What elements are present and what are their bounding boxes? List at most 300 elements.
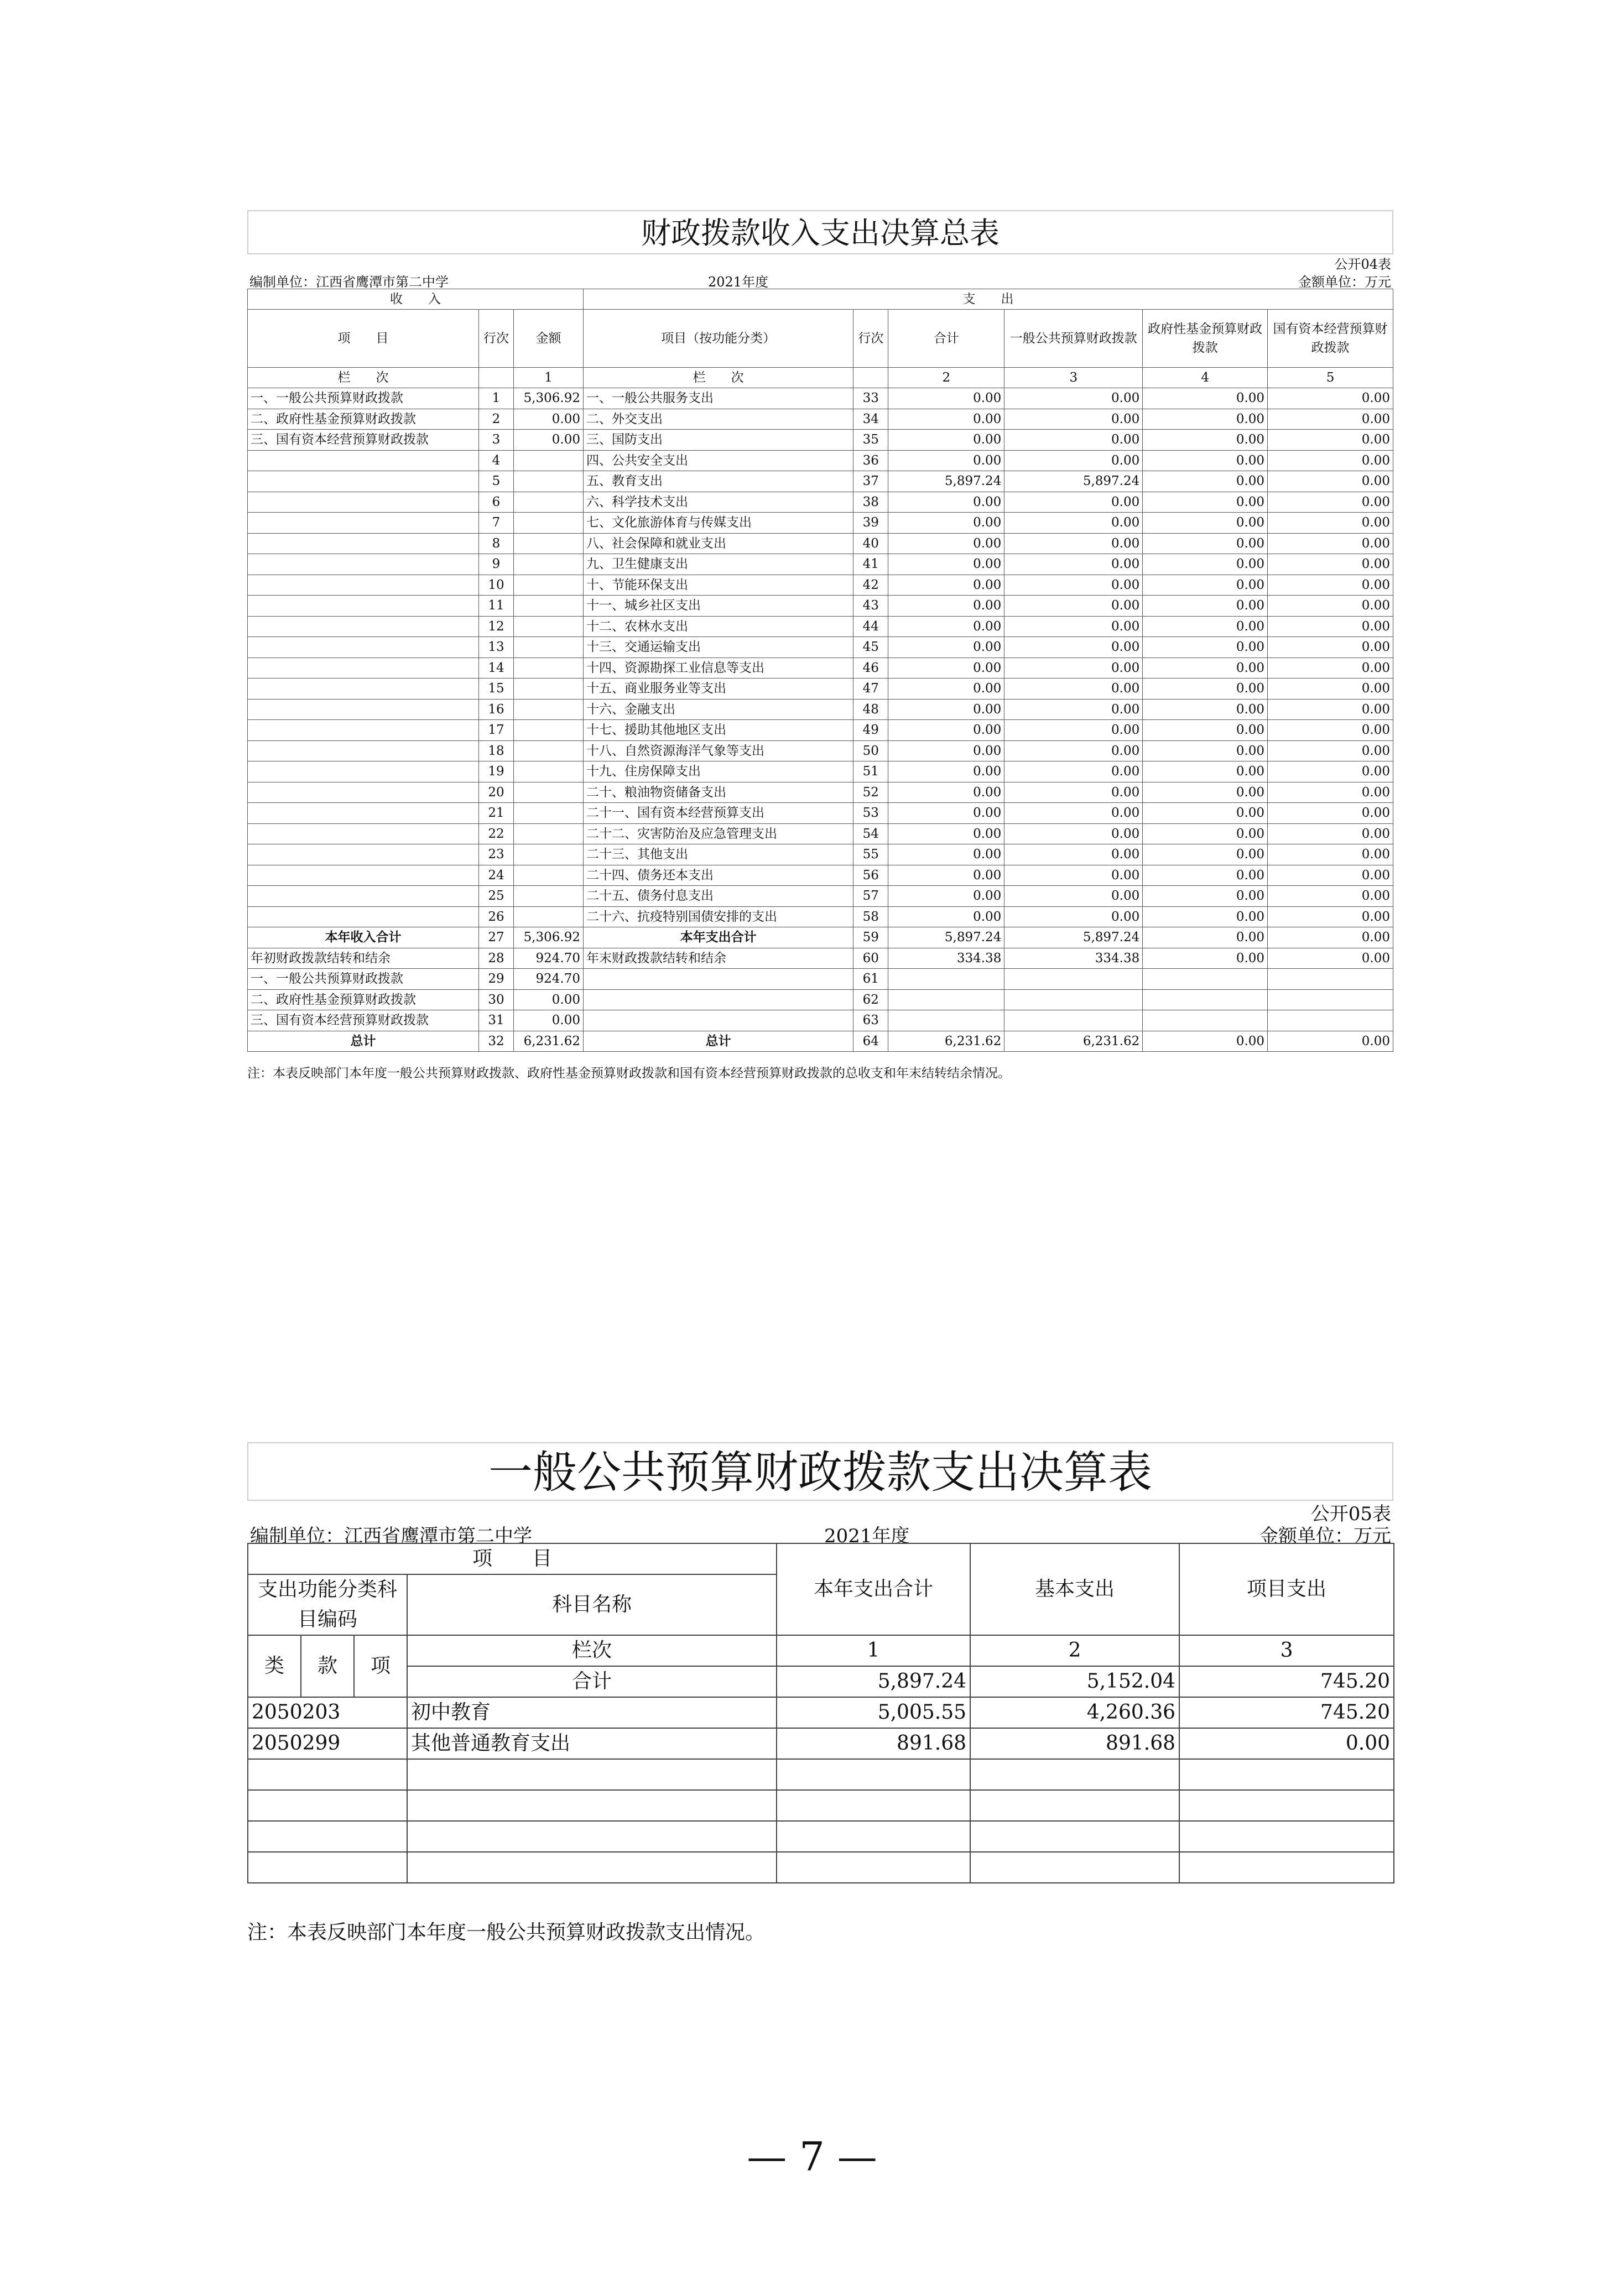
income-item xyxy=(248,513,479,534)
expense-general: 0.00 xyxy=(1004,513,1143,534)
expense-gov-fund: 0.00 xyxy=(1143,679,1268,700)
col-blank xyxy=(478,368,513,388)
income-amount xyxy=(513,554,583,575)
subject-code xyxy=(248,1852,407,1883)
table-row xyxy=(248,1697,1394,1728)
expense-state-capital: 0.00 xyxy=(1268,388,1393,409)
expense-total: 0.00 xyxy=(888,554,1004,575)
expense-total: 0.00 xyxy=(888,803,1004,824)
expense-item: 十二、农林水支出 xyxy=(583,616,853,637)
income-item xyxy=(248,679,479,700)
expense-general: 0.00 xyxy=(1004,533,1143,554)
table-row xyxy=(248,637,1393,658)
income-item xyxy=(248,906,479,927)
table-row xyxy=(248,740,1393,761)
income-line: 9 xyxy=(478,554,513,575)
income-line: 19 xyxy=(478,761,513,782)
basic-header: 基本支出 xyxy=(970,1543,1179,1635)
table-row xyxy=(248,679,1393,700)
expense-general: 0.00 xyxy=(1004,823,1143,844)
income-line: 32 xyxy=(478,1031,513,1052)
expense-gov-fund: 0.00 xyxy=(1143,1031,1268,1052)
income-item xyxy=(248,658,479,679)
table-row xyxy=(248,844,1393,865)
item-header: 项 目 xyxy=(248,1543,777,1574)
line-no-header: 行次 xyxy=(478,310,513,368)
lei-header: 类 xyxy=(248,1635,301,1697)
income-item xyxy=(248,575,479,596)
table-row xyxy=(248,803,1393,824)
table2-total-row xyxy=(248,1666,1394,1697)
income-line: 28 xyxy=(478,948,513,969)
income-item xyxy=(248,720,479,741)
expense-state-capital: 0.00 xyxy=(1268,865,1393,886)
table2-body xyxy=(248,1697,1394,1883)
table-row xyxy=(248,1031,1393,1052)
expense-gov-fund: 0.00 xyxy=(1143,616,1268,637)
income-amount xyxy=(513,616,583,637)
expense-state-capital: 0.00 xyxy=(1268,844,1393,865)
table-row xyxy=(248,513,1393,534)
expense-line: 59 xyxy=(853,927,888,948)
income-amount xyxy=(513,679,583,700)
expense-line: 45 xyxy=(853,637,888,658)
expense-general xyxy=(1004,969,1143,990)
expense-total: 0.00 xyxy=(888,388,1004,409)
income-amount xyxy=(513,450,583,471)
income-amount xyxy=(513,803,583,824)
expense-line: 43 xyxy=(853,596,888,617)
income-line: 7 xyxy=(478,513,513,534)
expense-general: 0.00 xyxy=(1004,699,1143,720)
income-item xyxy=(248,761,479,782)
expense-line: 48 xyxy=(853,699,888,720)
income-line: 3 xyxy=(478,430,513,451)
col-2: 2 xyxy=(970,1635,1179,1666)
expense-total: 0.00 xyxy=(888,658,1004,679)
amount-header: 金额 xyxy=(513,310,583,368)
expense-line: 55 xyxy=(853,844,888,865)
table-row xyxy=(248,1852,1394,1883)
expense-total xyxy=(888,1010,1004,1031)
income-item xyxy=(248,533,479,554)
expense-state-capital: 0.00 xyxy=(1268,927,1393,948)
expense-gov-fund: 0.00 xyxy=(1143,886,1268,907)
expense-general: 0.00 xyxy=(1004,596,1143,617)
item-header: 项 目 xyxy=(248,310,479,368)
table-row xyxy=(248,1790,1394,1821)
expense-gov-fund: 0.00 xyxy=(1143,637,1268,658)
expense-state-capital: 0.00 xyxy=(1268,679,1393,700)
expense-total: 0.00 xyxy=(888,492,1004,513)
income-line: 22 xyxy=(478,823,513,844)
expense-total: 5,897.24 xyxy=(888,927,1004,948)
subject-name xyxy=(407,1790,777,1821)
expense-general xyxy=(1004,1010,1143,1031)
expense-gov-fund: 0.00 xyxy=(1143,927,1268,948)
expense-item: 七、文化旅游体育与传媒支出 xyxy=(583,513,853,534)
expense-gov-fund: 0.00 xyxy=(1143,430,1268,451)
expense-state-capital: 0.00 xyxy=(1268,886,1393,907)
income-amount: 0.00 xyxy=(513,989,583,1010)
basic-expense xyxy=(970,1759,1179,1790)
expense-total: 0.00 xyxy=(888,823,1004,844)
expense-general: 0.00 xyxy=(1004,658,1143,679)
table-row xyxy=(248,658,1393,679)
expense-item: 三、国防支出 xyxy=(583,430,853,451)
table-row xyxy=(248,886,1393,907)
expense-item: 二十三、其他支出 xyxy=(583,844,853,865)
income-amount xyxy=(513,533,583,554)
basic-expense xyxy=(970,1852,1179,1883)
state-capital-header: 国有资本经营预算财政拨款 xyxy=(1268,310,1393,368)
col-3: 3 xyxy=(1004,368,1143,388)
income-amount xyxy=(513,823,583,844)
expense-line: 47 xyxy=(853,679,888,700)
expense-state-capital: 0.00 xyxy=(1268,450,1393,471)
expense-total: 0.00 xyxy=(888,886,1004,907)
expense-item: 四、公共安全支出 xyxy=(583,450,853,471)
income-item xyxy=(248,492,479,513)
income-line: 29 xyxy=(478,969,513,990)
income-line: 6 xyxy=(478,492,513,513)
expense-state-capital: 0.00 xyxy=(1268,906,1393,927)
annual-total xyxy=(777,1821,970,1852)
table2-title: 一般公共预算财政拨款支出决算表 xyxy=(247,1442,1393,1501)
expense-general: 0.00 xyxy=(1004,679,1143,700)
expense-line: 54 xyxy=(853,823,888,844)
expense-gov-fund xyxy=(1143,989,1268,1010)
expense-state-capital: 0.00 xyxy=(1268,409,1393,430)
expense-line: 37 xyxy=(853,471,888,492)
table-row xyxy=(248,575,1393,596)
expense-general: 0.00 xyxy=(1004,803,1143,824)
expense-state-capital: 0.00 xyxy=(1268,823,1393,844)
table1 xyxy=(247,289,1393,1052)
income-line: 11 xyxy=(478,596,513,617)
expense-gov-fund: 0.00 xyxy=(1143,865,1268,886)
income-amount xyxy=(513,740,583,761)
expense-item: 二、外交支出 xyxy=(583,409,853,430)
table-row xyxy=(248,699,1393,720)
income-amount: 5,306.92 xyxy=(513,388,583,409)
project-expense xyxy=(1179,1852,1394,1883)
expense-total: 5,897.24 xyxy=(888,471,1004,492)
income-line: 23 xyxy=(478,844,513,865)
annual-total xyxy=(777,1852,970,1883)
expense-line: 64 xyxy=(853,1031,888,1052)
expense-total: 0.00 xyxy=(888,720,1004,741)
col-1: 1 xyxy=(777,1635,970,1666)
income-item xyxy=(248,844,479,865)
project-expense xyxy=(1179,1821,1394,1852)
expense-general: 334.38 xyxy=(1004,948,1143,969)
expense-state-capital: 0.00 xyxy=(1268,803,1393,824)
expense-state-capital: 0.00 xyxy=(1268,658,1393,679)
income-item: 三、国有资本经营预算财政拨款 xyxy=(248,430,479,451)
expense-total: 0.00 xyxy=(888,679,1004,700)
expense-line: 58 xyxy=(853,906,888,927)
basic-expense: 891.68 xyxy=(970,1728,1179,1759)
expense-general: 0.00 xyxy=(1004,637,1143,658)
expense-gov-fund: 0.00 xyxy=(1143,948,1268,969)
expense-gov-fund: 0.00 xyxy=(1143,450,1268,471)
expense-item: 十四、资源勘探工业信息等支出 xyxy=(583,658,853,679)
expense-gov-fund: 0.00 xyxy=(1143,533,1268,554)
expense-state-capital: 0.00 xyxy=(1268,554,1393,575)
income-line: 31 xyxy=(478,1010,513,1031)
expense-line: 61 xyxy=(853,969,888,990)
income-amount xyxy=(513,513,583,534)
expense-state-capital: 0.00 xyxy=(1268,761,1393,782)
expense-general: 0.00 xyxy=(1004,761,1143,782)
expense-general: 0.00 xyxy=(1004,720,1143,741)
table2-note: 注：本表反映部门本年度一般公共预算财政拨款支出情况。 xyxy=(247,1921,766,1944)
subject-code: 2050203 xyxy=(248,1697,407,1728)
table2-unit-label: 编制单位：江西省鹰潭市第二中学 xyxy=(250,1525,532,1547)
income-line: 18 xyxy=(478,740,513,761)
income-line: 24 xyxy=(478,865,513,886)
expense-item: 十六、金融支出 xyxy=(583,699,853,720)
expense-line: 53 xyxy=(853,803,888,824)
income-line: 10 xyxy=(478,575,513,596)
income-amount xyxy=(513,865,583,886)
table-row xyxy=(248,989,1393,1010)
income-line: 4 xyxy=(478,450,513,471)
expense-total: 0.00 xyxy=(888,761,1004,782)
income-item xyxy=(248,823,479,844)
income-line: 27 xyxy=(478,927,513,948)
expense-gov-fund: 0.00 xyxy=(1143,699,1268,720)
expense-item: 一、一般公共服务支出 xyxy=(583,388,853,409)
income-amount xyxy=(513,596,583,617)
total-header: 合计 xyxy=(888,310,1004,368)
table-row xyxy=(248,409,1393,430)
expense-gov-fund: 0.00 xyxy=(1143,844,1268,865)
expense-state-capital: 0.00 xyxy=(1268,699,1393,720)
income-line: 8 xyxy=(478,533,513,554)
basic-expense: 4,260.36 xyxy=(970,1697,1179,1728)
expense-line: 46 xyxy=(853,658,888,679)
expense-item xyxy=(583,989,853,1010)
income-line: 14 xyxy=(478,658,513,679)
expense-total: 0.00 xyxy=(888,533,1004,554)
expense-line: 44 xyxy=(853,616,888,637)
expense-gov-fund xyxy=(1143,969,1268,990)
table-row xyxy=(248,720,1393,741)
subject-code: 2050299 xyxy=(248,1728,407,1759)
table-row xyxy=(248,596,1393,617)
expense-gov-fund: 0.00 xyxy=(1143,658,1268,679)
table-row xyxy=(248,927,1393,948)
income-item xyxy=(248,740,479,761)
expense-gov-fund xyxy=(1143,1010,1268,1031)
expense-total: 0.00 xyxy=(888,616,1004,637)
expense-state-capital: 0.00 xyxy=(1268,596,1393,617)
table1-unit-label: 编制单位：江西省鹰潭市第二中学 xyxy=(249,274,449,290)
expense-gov-fund: 0.00 xyxy=(1143,575,1268,596)
expense-total: 0.00 xyxy=(888,450,1004,471)
income-amount xyxy=(513,658,583,679)
expense-gov-fund: 0.00 xyxy=(1143,740,1268,761)
table1-header-row xyxy=(248,310,1393,368)
expense-total: 0.00 xyxy=(888,513,1004,534)
expense-state-capital: 0.00 xyxy=(1268,533,1393,554)
expense-general: 0.00 xyxy=(1004,906,1143,927)
subject-name xyxy=(407,1821,777,1852)
expense-total: 0.00 xyxy=(888,906,1004,927)
expense-total: 0.00 xyxy=(888,782,1004,803)
annual-total xyxy=(777,1759,970,1790)
expense-general: 0.00 xyxy=(1004,844,1143,865)
expense-line: 49 xyxy=(853,720,888,741)
project-expense: 0.00 xyxy=(1179,1728,1394,1759)
expense-item: 十九、住房保障支出 xyxy=(583,761,853,782)
annual-total: 891.68 xyxy=(777,1728,970,1759)
income-amount: 0.00 xyxy=(513,1010,583,1031)
income-item xyxy=(248,554,479,575)
expense-general: 0.00 xyxy=(1004,409,1143,430)
table-row xyxy=(248,471,1393,492)
income-line: 15 xyxy=(478,679,513,700)
annual-total-header: 本年支出合计 xyxy=(777,1543,970,1635)
general-header: 一般公共预算财政拨款 xyxy=(1004,310,1143,368)
income-amount xyxy=(513,575,583,596)
expense-state-capital: 0.00 xyxy=(1268,720,1393,741)
expense-general: 5,897.24 xyxy=(1004,927,1143,948)
income-amount xyxy=(513,761,583,782)
gov-fund-header: 政府性基金预算财政拨款 xyxy=(1143,310,1268,368)
table1-header-row xyxy=(248,289,1393,310)
col-label: 栏次 xyxy=(407,1635,777,1666)
income-amount: 0.00 xyxy=(513,430,583,451)
income-line: 12 xyxy=(478,616,513,637)
expense-total: 0.00 xyxy=(888,596,1004,617)
income-line: 5 xyxy=(478,471,513,492)
income-item xyxy=(248,699,479,720)
expense-line: 42 xyxy=(853,575,888,596)
income-line: 13 xyxy=(478,637,513,658)
income-amount xyxy=(513,844,583,865)
table-row xyxy=(248,1728,1394,1759)
expense-state-capital: 0.00 xyxy=(1268,637,1393,658)
income-item: 一、一般公共预算财政拨款 xyxy=(248,388,479,409)
expense-gov-fund: 0.00 xyxy=(1143,782,1268,803)
income-item: 三、国有资本经营预算财政拨款 xyxy=(248,1010,479,1031)
subject-name xyxy=(407,1759,777,1790)
income-item xyxy=(248,637,479,658)
expense-general: 0.00 xyxy=(1004,388,1143,409)
expense-item: 总计 xyxy=(583,1031,853,1052)
income-amount xyxy=(513,720,583,741)
income-amount xyxy=(513,782,583,803)
project-header: 项目支出 xyxy=(1179,1543,1394,1635)
expense-general: 0.00 xyxy=(1004,782,1143,803)
table1-code: 公开04表 xyxy=(1334,257,1391,272)
expense-item: 二十二、灾害防治及应急管理支出 xyxy=(583,823,853,844)
table-row xyxy=(248,969,1393,990)
expense-general xyxy=(1004,989,1143,1010)
total-project: 745.20 xyxy=(1179,1666,1394,1697)
income-line: 25 xyxy=(478,886,513,907)
table2-col-row xyxy=(248,1635,1394,1666)
income-amount xyxy=(513,886,583,907)
total-basic: 5,152.04 xyxy=(970,1666,1179,1697)
income-amount: 5,306.92 xyxy=(513,927,583,948)
expense-line: 51 xyxy=(853,761,888,782)
table-row xyxy=(248,948,1393,969)
basic-expense xyxy=(970,1790,1179,1821)
subject-name: 其他普通教育支出 xyxy=(407,1728,777,1759)
expense-line: 63 xyxy=(853,1010,888,1031)
table1-note: 注：本表反映部门本年度一般公共预算财政拨款、政府性基金预算财政拨款和国有资本经营预算财政拨款的总收支和年末结转结余情况。 xyxy=(247,1066,1011,1081)
income-item xyxy=(248,886,479,907)
table-row xyxy=(248,1010,1393,1031)
page-number: — 7 — xyxy=(747,2133,877,2180)
expense-item: 二十六、抗疫特别国债安排的支出 xyxy=(583,906,853,927)
expense-gov-fund: 0.00 xyxy=(1143,803,1268,824)
expense-total xyxy=(888,989,1004,1010)
project-expense xyxy=(1179,1759,1394,1790)
expense-line: 33 xyxy=(853,388,888,409)
income-item: 一、一般公共预算财政拨款 xyxy=(248,969,479,990)
expense-line: 41 xyxy=(853,554,888,575)
expense-line: 34 xyxy=(853,409,888,430)
expense-state-capital: 0.00 xyxy=(1268,513,1393,534)
expense-item: 年末财政拨款结转和结余 xyxy=(583,948,853,969)
expense-general: 0.00 xyxy=(1004,616,1143,637)
expense-state-capital: 0.00 xyxy=(1268,1031,1393,1052)
expense-general: 0.00 xyxy=(1004,886,1143,907)
col-label: 栏 次 xyxy=(248,368,479,388)
expense-total: 0.00 xyxy=(888,740,1004,761)
expense-general: 0.00 xyxy=(1004,865,1143,886)
subject-name xyxy=(407,1852,777,1883)
annual-total xyxy=(777,1790,970,1821)
income-amount xyxy=(513,699,583,720)
expense-total: 0.00 xyxy=(888,844,1004,865)
table-row xyxy=(248,388,1393,409)
expense-item: 五、教育支出 xyxy=(583,471,853,492)
table1-col-row xyxy=(248,368,1393,388)
expense-total: 0.00 xyxy=(888,430,1004,451)
income-line: 16 xyxy=(478,699,513,720)
expense-general: 0.00 xyxy=(1004,430,1143,451)
income-item: 二、政府性基金预算财政拨款 xyxy=(248,409,479,430)
subject-code xyxy=(248,1821,407,1852)
expense-line: 38 xyxy=(853,492,888,513)
income-item xyxy=(248,865,479,886)
expense-state-capital: 0.00 xyxy=(1268,948,1393,969)
total-annual: 5,897.24 xyxy=(777,1666,970,1697)
income-line: 21 xyxy=(478,803,513,824)
expense-state-capital xyxy=(1268,989,1393,1010)
table1-year: 2021年度 xyxy=(708,274,769,290)
income-line: 1 xyxy=(478,388,513,409)
expense-item: 九、卫生健康支出 xyxy=(583,554,853,575)
table-row xyxy=(248,492,1393,513)
expense-gov-fund: 0.00 xyxy=(1143,409,1268,430)
expense-item: 六、科学技术支出 xyxy=(583,492,853,513)
expense-item: 十七、援助其他地区支出 xyxy=(583,720,853,741)
table-row xyxy=(248,430,1393,451)
income-item xyxy=(248,596,479,617)
expense-line: 56 xyxy=(853,865,888,886)
income-amount xyxy=(513,471,583,492)
expense-line: 52 xyxy=(853,782,888,803)
table1-title: 财政拨款收入支出决算总表 xyxy=(247,210,1393,254)
expense-item: 十三、交通运输支出 xyxy=(583,637,853,658)
